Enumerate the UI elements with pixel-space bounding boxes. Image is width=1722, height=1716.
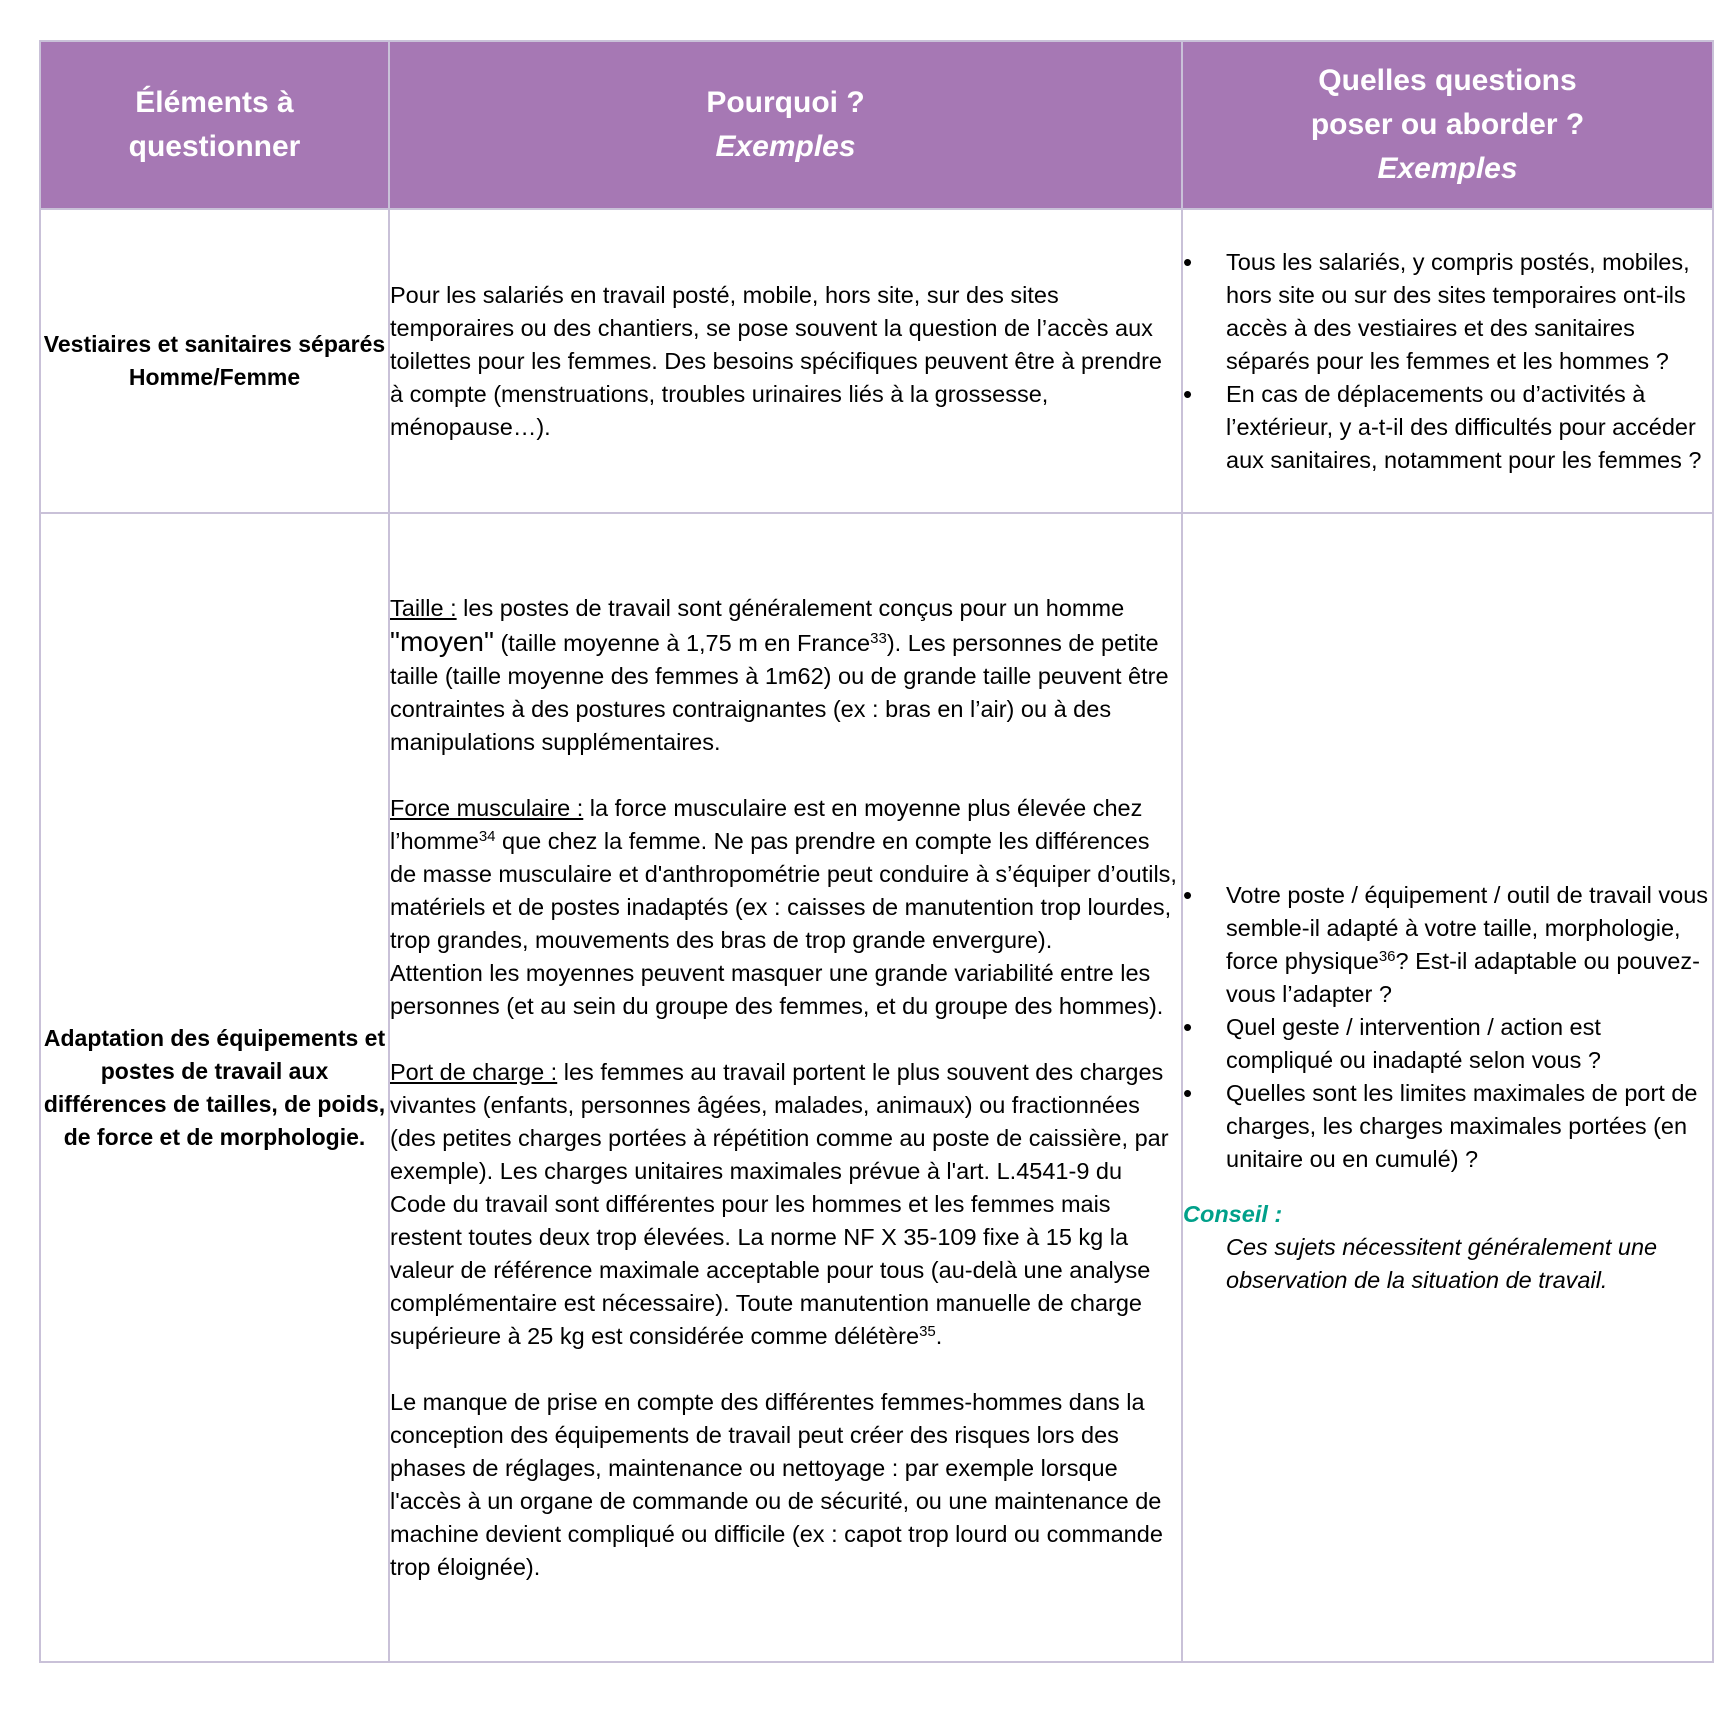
element-cell: Vestiaires et sanitaires séparés Homme/Femme [40, 209, 389, 513]
paragraph-taille: Taille : les postes de travail sont généralement conçus pour un homme "moyen" (taille moyenne à 1,75 m en France$^{33}$). Les personnes de petite taille (taille moyenne des femmes à 1m62) ou de grande taille peuvent être contraintes à des postures contraignantes (ex : bras en l’air) ou à des manipulations supplémentaires. [390, 594, 1169, 755]
questions-cell [1182, 513, 1713, 1662]
table-row [40, 513, 1713, 1662]
list-item: • En cas de déplacements ou d’activités à l’extérieur, y a-t-il des difficultés pour accéder aux sanitaires, notamment pour les femmes ? [1183, 378, 1712, 477]
why-cell [389, 513, 1182, 1662]
header-elements: Éléments à questionner [40, 41, 389, 209]
list-item: • Tous les salariés, y compris postés, mobiles, hors site ou sur des sites temporaires ont-ils accès à des vestiaires et des sanitaires séparés pour les femmes et les hommes ? [1183, 246, 1712, 378]
paragraph-charge: Port de charge : les femmes au travail portent le plus souvent des charges vivantes (enfants, personnes âgées, malades, animaux) ou fractionnées (des petites charges portées à répétition comme au poste de caissière, par exemple). Les charges unitaires maximales prévue à l'art. L.4541-9 du Code du travail sont différentes pour les hommes et les femmes mais restent toutes deux trop élevées. La norme NF X 35-109 fixe à 15 kg la valeur de référence maximale acceptable pour tous (au-delà une analyse complémentaire est nécessaire). Toute manutention manuelle de charge supérieure à 25 kg est considérée comme délétère$^{35}$. [390, 1058, 1169, 1349]
table-row [40, 209, 1713, 513]
conseil-label: Conseil : [1183, 1200, 1283, 1227]
paragraph-force: Force musculaire : la force musculaire est en moyenne plus élevée chez l’homme$^{34}$ que chez la femme. Ne pas prendre en compte les différences de masse musculaire et d'anthropométrie peut conduire à s’équiper d’outils, matériels et de postes inadaptés (ex : caisses de manutention trop lourdes, trop grandes, mouvements des bras de trop grande envergure). [390, 794, 1177, 953]
why-cell: Pour les salariés en travail posté, mobile, hors site, sur des sites temporaires ou des chantiers, se pose souvent la question de l’accès aux toilettes pour les femmes. Des besoins spécifiques peuvent être à prendre à compte (menstruations, troubles urinaires liés à la grossesse, ménopause…). [389, 209, 1182, 513]
list-item: • Quelles sont les limites maximales de port de charges, les charges maximales portées (en unitaire ou en cumulé) ? [1183, 1077, 1712, 1176]
conseil-text: Ces sujets nécessitent généralement une observation de la situation de travail. [1226, 1233, 1658, 1293]
questions-cell [1182, 209, 1713, 513]
header-questions: Quelles questions poser ou aborder ? Exemples [1182, 41, 1713, 209]
header-row [40, 41, 1713, 209]
footnote-ref: 34 [478, 827, 496, 845]
list-item: • Quel geste / intervention / action est compliqué ou inadapté selon vous ? [1183, 1011, 1712, 1077]
footnote-ref: 36 [1378, 947, 1396, 965]
header-pourquoi: Pourquoi ? Exemples [389, 41, 1182, 209]
paragraph-attention: Attention les moyennes peuvent masquer une grande variabilité entre les personnes (et au sein du groupe des femmes, et du groupe des hommes). [390, 959, 1164, 1019]
cropped-page-heading [0, 0, 1722, 14]
questions-table [39, 40, 1714, 1663]
element-cell: Adaptation des équipements et postes de travail aux différences de tailles, de poids, de force et de morphologie. [40, 513, 389, 1662]
footnote-ref: 33 [870, 629, 887, 647]
footnote-ref: 35 [919, 1322, 936, 1340]
questions-list [1183, 246, 1712, 477]
list-item: • Votre poste / équipement / outil de travail vous semble-il adapté à votre taille, morphologie, force physique$^{36}$? Est-il adaptable ou pouvez-vous l’adapter ? [1183, 879, 1712, 1011]
paragraph-manque: Le manque de prise en compte des différentes femmes-hommes dans la conception des équipements de travail peut créer des risques lors des phases de réglages, maintenance ou nettoyage : par exemple lorsque l'accès à un organe de commande ou de sécurité, ou une maintenance de machine devient compliqué ou difficile (ex : capot trop lourd ou commande trop éloignée). [390, 1388, 1163, 1580]
questions-list [1183, 879, 1712, 1176]
